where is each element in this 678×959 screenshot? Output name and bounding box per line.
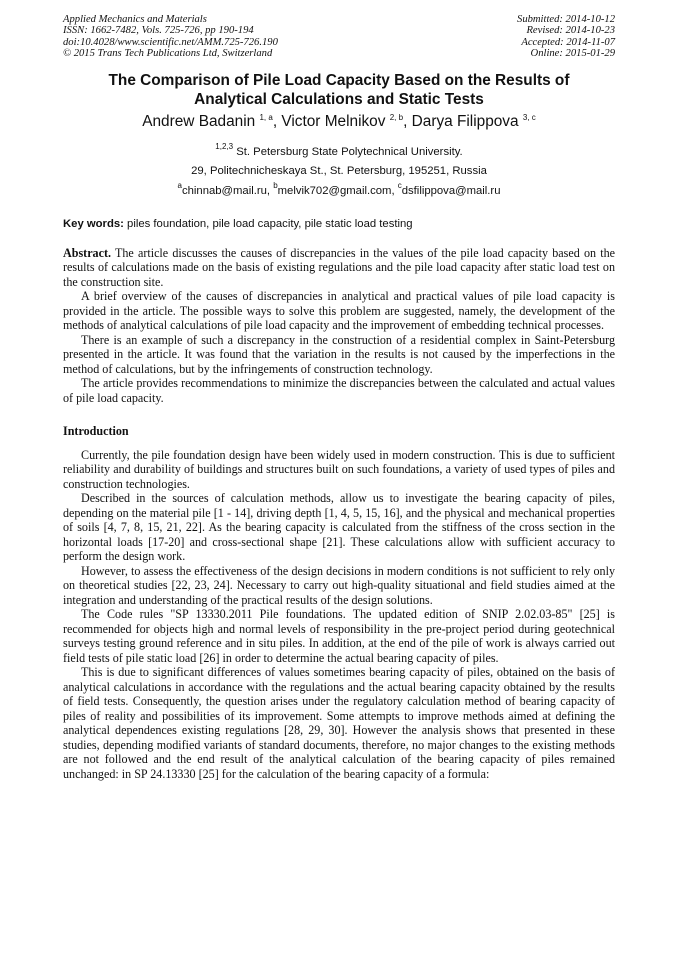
email-sup: a — [177, 180, 182, 190]
journal-name: Applied Mechanics and Materials — [63, 14, 207, 25]
intro-paragraph: However, to assess the effectiveness of the design decisions in modern conditions is not sufficient to rely only on theoretical studies [22, 23, 24]. Necessary to carry out high-quality situational and field studies aimed at the integration and understanding of the practical results of the design solutions. — [63, 563, 615, 607]
submission-dates — [517, 14, 615, 60]
email-link[interactable]: chinnab@mail.ru, — [181, 184, 271, 197]
email-link[interactable]: dsfilippova@mail.ru — [401, 184, 501, 197]
author-sup: 3, c — [522, 112, 536, 122]
affiliation-address: 29, Politechnicheskaya St., St. Petersburg, 195251, Russia — [191, 164, 487, 177]
author-name: Victor Melnikov — [281, 112, 386, 130]
author-emails — [63, 182, 615, 201]
author-name: Andrew Badanin — [142, 112, 256, 130]
author-sup: 2, b — [389, 112, 404, 122]
paper-body — [63, 246, 615, 782]
keywords-text: piles foundation, pile load capacity, pile static load testing — [127, 217, 413, 230]
date-online: Online: 2015-01-29 — [530, 48, 615, 60]
abstract-paragraph: A brief overview of the causes of discrepancies in analytical and practical values of pile load capacity is provided in the article. The possible ways to solve this problem are suggested, namely, the development of the methods of analytical calculations of pile load capacity and the improvement of embedding technical processes. — [63, 289, 615, 333]
intro-paragraph: This is due to significant differences of values sometimes bearing capacity of piles, obtained on the basis of analytical calculations in accordance with the regulations and the actual bearing capacity obtained by the results of field tests. Consequently, the question arises under the regulatory calculation method of bearing capacity of piles of reality and possibilities of its improvement. Some attempts to improve methods aimed at defining the analytical dependences existing regulations [28, 29, 30]. However the analysis shows that presented in these studies, depending modified variants of standard documents, therefore, no major changes to the existing methods are not followed and the end result of the analytical calculation of the bearing capacity of piles remained unchanged: in SP 24.13330 [25] for the calculation of the bearing capacity of a formula: — [63, 665, 615, 781]
date-revised: Revised: 2014-10-23 — [526, 25, 615, 37]
paper-title — [63, 71, 615, 109]
date-accepted: Accepted: 2014-11-07 — [521, 36, 615, 48]
journal-doi: doi:10.4028/www.scientific.net/AMM.725-726.190 — [63, 36, 278, 48]
author-sup: 1, a — [259, 112, 273, 122]
email-sup: c — [397, 180, 402, 190]
intro-paragraph: The Code rules "SP 13330.2011 Pile foundations. The updated edition of SNIP 2.02.03-85" [25] is recommended for objects high and normal levels of responsibility in the pre-project period during geotechnical surveys testing ground reference and in situ piles. In addition, at the end of the pile of work is always carried out field tests of pile static load [26] in order to determine the actual bearing capacity of piles. — [63, 607, 615, 665]
intro-paragraph: Currently, the pile foundation design have been widely used in modern construction. This is due to sufficient reliability and durability of buildings and structures built on such foundations, a variety of used types of piles and construction technologies. — [63, 447, 615, 491]
keywords — [63, 217, 615, 231]
email-link[interactable]: melvik702@gmail.com, — [277, 184, 395, 197]
journal-issn: ISSN: 1662-7482, Vols. 725-726, pp 190-194 — [63, 25, 254, 37]
journal-info — [63, 14, 278, 60]
author-name: Darya Filippova — [411, 112, 519, 130]
intro-paragraph: Described in the sources of calculation methods, allow us to investigate the bearing capacity of piles, depending on the material pile [1 - 14], driving depth [1, 4, 5, 15, 16], and the physical and mechanical properties of soils [4, 7, 8, 15, 21, 22]. As the bearing capacity is calculated from the stiffness of the cross section in the horizontal loads [17-20] and cross-sectional shape [21]. These calculations allow with sufficient accuracy to perform the design work. — [63, 491, 615, 564]
journal-header — [63, 14, 615, 60]
title-line-1: The Comparison of Pile Load Capacity Based on the Results of — [108, 71, 570, 89]
abstract-paragraph: There is an example of such a discrepancy in the construction of a residential complex in Saint-Petersburg presented in the article. It was found that the variation in the results is not caused by the imperfections in the method of calculations, but by the infringements of construction technology. — [63, 332, 615, 376]
affiliation — [63, 143, 615, 181]
title-line-2: Analytical Calculations and Static Tests — [194, 90, 484, 108]
abstract-paragraph: The article provides recommendations to minimize the discrepancies between the calculated and actual values of pile load capacity. — [63, 376, 615, 405]
keywords-label: Key words: — [63, 217, 124, 230]
affiliation-institution: St. Petersburg State Polytechnical University. — [236, 145, 463, 158]
email-sup: b — [273, 180, 278, 190]
abstract-text: The article discusses the causes of discrepancies in the values of the pile load capacity based on the results of calculations made on the basis of existing regulations and the pile load capacity after static load test on the construction site. — [63, 245, 615, 289]
abstract-paragraph — [63, 246, 615, 290]
section-heading-introduction: Introduction — [63, 424, 129, 439]
journal-copyright: © 2015 Trans Tech Publications Ltd, Switzerland — [63, 48, 273, 60]
affiliation-sup: 1,2,3 — [215, 141, 234, 151]
date-submitted: Submitted: 2014-10-12 — [517, 14, 615, 25]
author-list: Andrew Badanin $^{1, a}$, Victor Melnikov $^{2, b}$, Darya Filippova $^{3, c}$ — [142, 112, 536, 130]
abstract-label: Abstract. — [63, 245, 112, 260]
